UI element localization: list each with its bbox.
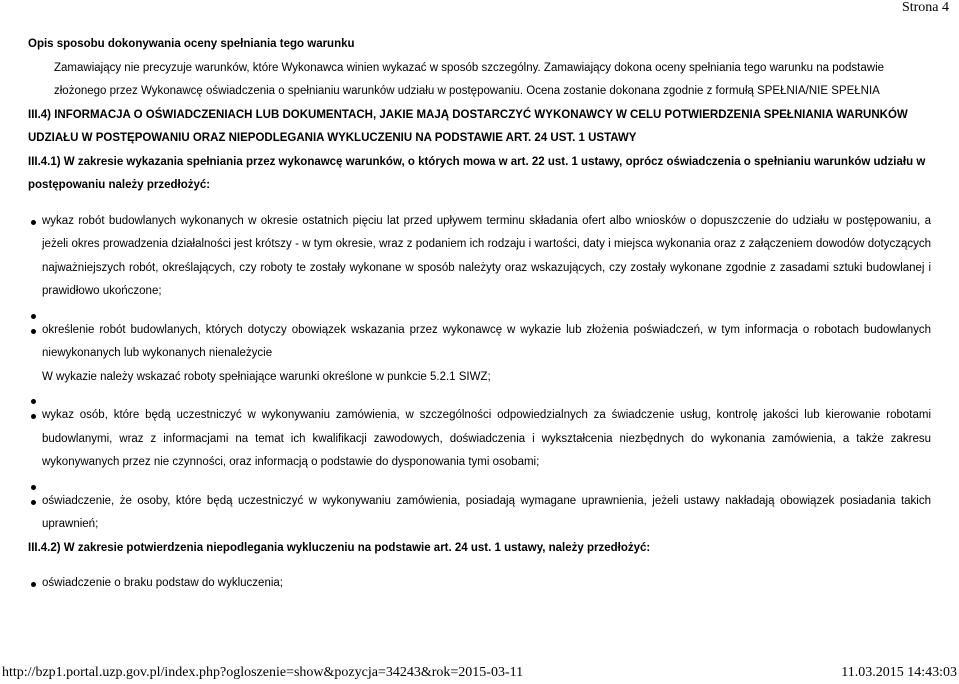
list-item-text: oświadczenie o braku podstaw do wykluczenia;: [42, 577, 283, 589]
list-item: [28, 319, 931, 390]
exclusion-list: [28, 572, 931, 596]
spacer: [28, 560, 931, 572]
spacer: [28, 389, 931, 404]
list-item: [28, 210, 931, 304]
footer-url: http://bzp1.portal.uzp.gov.pl/index.php?ogloszenie=show&pozycja=34243&rok=2015-03-11: [2, 665, 524, 680]
footer-datetime: 11.03.2015 14:43:03: [841, 665, 957, 680]
list-item-note: W wykazie należy wskazać roboty spełniające warunki określone w punkcie 5.2.1 SIWZ;: [42, 370, 491, 383]
list-item: [28, 572, 931, 596]
conditions-line-2: złożonego przez Wykonawcę oświadczenia o spełnianiu warunków udziału w postępowaniu. Ocena zostanie dokonana zgodnie z formułą SPEŁNIA/NIE SPEŁNIA: [54, 85, 880, 97]
documents-list: [28, 210, 931, 537]
section-title-iii-4-2: III.4.2) W zakresie potwierdzenia niepodlegania wykluczeniu na podstawie art. 24 ust. 1 ustawy, należy przedłożyć:: [28, 541, 651, 554]
spacer: [28, 198, 931, 210]
page-number: Strona 4: [901, 0, 949, 15]
list-item-text: określenie robót budowlanych, których dotyczy obowiązek wskazania przez wykonawcę w wykazie lub złożenia poświadczeń, w tym informacja o robotach budowlanych niewykonanych lub wykonanych nienależycie: [42, 323, 931, 359]
conditions-line-1: Zamawiający nie precyzuje warunków, które Wykonawca winien wykazać w sposób szczególny. Zamawiający dokona oceny spełniania tego warunku na podstawie: [54, 61, 885, 74]
section-title-conditions: Opis sposobu dokonywania oceny spełniania tego warunku: [28, 38, 355, 50]
list-item-text: oświadczenie, że osoby, które będą uczestniczyć w wykonywaniu zamówienia, posiadają wymagane uprawnienia, jeżeli ustawy nakładają obowiązek posiadania takich uprawnień;: [42, 494, 931, 530]
list-item-text: wykaz robót budowlanych wykonanych w okresie ostatnich pięciu lat przed upływem terminu składania ofert albo wniosków o dopuszczenie do udziału w postępowaniu, a jeżeli okres prowadzenia działalności jest krótszy - w tym okresie, wraz z podaniem ich rodzaju i wartości, daty i miejsca wykonania oraz z załączeniem dowodów dotyczących najważniejszych robót, określających, czy roboty te zostały wykonane w sposób należyty oraz wskazujących, czy zostały wykonane zgodnie z zasadami sztuki budowlanej i prawidłowo ukończone;: [42, 214, 931, 297]
list-item: [28, 490, 931, 537]
section-title-iii-4: III.4) INFORMACJA O OŚWIADCZENIACH LUB DOKUMENTACH, JAKIE MAJĄ DOSTARCZYĆ WYKONAWCY W CELU POTWIERDZENIA SPEŁNIANIA WARUNKÓW UDZIAŁU W POSTĘPOWANIU ORAZ NIEPODLEGANIA WYKLUCZENIU NA PODSTAWIE ART. 24 UST. 1 USTAWY: [28, 108, 908, 144]
document-body: [28, 33, 931, 596]
list-item-text: wykaz osób, które będą uczestniczyć w wykonywaniu zamówienia, w szczególności odpowiedzialnych za świadczenie usług, kontrolę jakości lub kierowanie robotami budowlanymi, wraz z informacjami na temat ich kwalifikacji zawodowych, doświadczenia i wykształcenia niezbędnych do wykonania zamówienia, a także zakresu wykonywanych przez nie czynności, oraz informacją o podstawie do dysponowania tymi osobami;: [42, 409, 931, 468]
section-title-iii-4-1: III.4.1) W zakresie wykazania spełniania przez wykonawcę warunków, o których mowa w art. 22 ust. 1 ustawy, oprócz oświadczenia o spełnianiu warunków udziału w postępowaniu należy przedłożyć:: [28, 155, 926, 191]
spacer: [28, 304, 931, 319]
spacer: [28, 475, 931, 490]
list-item: [28, 404, 931, 475]
